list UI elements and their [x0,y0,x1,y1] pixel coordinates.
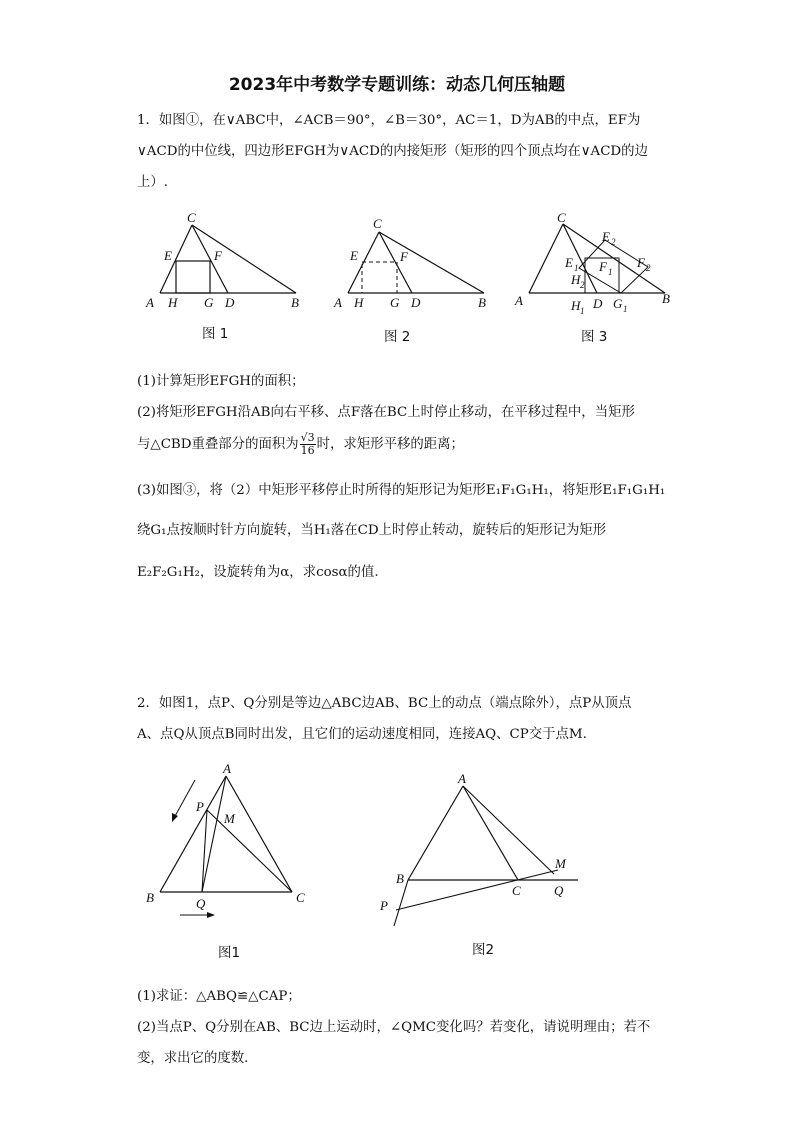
q2f1-segment-cp [207,810,292,892]
fig2-caption: 图 2 [384,329,411,345]
q1-part2-text-a: 与△CBD重叠部分的面积为 [137,437,299,452]
fig3-sub-h2: 2 [580,280,585,290]
fig1-side-cb [192,225,296,293]
fig3-label-h1: H [571,298,581,313]
fig3-side-ac [529,224,563,293]
fig3-label-d: D [593,296,603,311]
q2f1-label-c: C [296,890,305,905]
fig3-sub-h1: 1 [580,306,585,316]
fig1-label-b: B [291,295,299,310]
q1-stem-line2: ∨ACD的中位线，四边形EFGH为∨ACD的内接矩形（矩形的四个顶点均在∨ACD的边 [137,144,648,159]
q1-stem-line1: 1．如图①，在∨ABC中，∠ACB＝90°，∠B＝30°，AC＝1，D为AB的中点，EF为 [137,113,641,128]
q2-part1: (1)求证：△ABQ≌△CAP； [137,989,301,1004]
q2-stem-line1: 2．如图1，点P、Q分别是等边△ABC边AB、BC上的动点（端点除外），点P从顶点 [137,696,632,711]
fig1-label-a: A [146,295,154,310]
q1-part1: (1)计算矩形EFGH的面积； [137,374,305,389]
q1-part3-line1: (3)如图③，将（2）中矩形平移停止时所得的矩形记为矩形E₁F₁G₁H₁，将矩形E₁F₁G₁H₁ [137,483,666,498]
fig1-label-c: C [187,210,196,225]
fig3-label-c: C [557,210,566,225]
fig2-label-c: C [373,216,382,231]
q1-figure-3 [513,210,693,350]
q2f2-label-c: C [512,883,521,898]
q2-part2-line2: 变，求出它的度数. [137,1051,249,1066]
fraction-denominator: 16 [300,444,315,457]
q2-stem-line2: A、点Q从顶点B同时出发，且它们的运动速度相同，连接AQ、CP交于点M. [137,727,587,742]
fig2-label-g: G [390,295,400,310]
fig3-sub-f1: 1 [608,267,613,277]
q2f1-side-ac [226,776,292,892]
q2f2-segment-aq [463,786,554,874]
q2-part2-line1: (2)当点P、Q分别在AB、BC边上运动时，∠QMC变化吗？若变化，请说明理由；若不 [137,1020,651,1035]
fig3-label-g1: G [613,296,623,311]
q2f2-label-a: A [458,771,466,786]
q1-part3-line2: 绕G₁点按顺时针方向旋转，当H₁落在CD上时停止转动，旋转后的矩形记为矩形 [137,523,607,538]
fraction-numerator: √3 [300,431,315,444]
fig3-sub-e1: 1 [574,263,579,273]
q2f2-ab-extension [394,880,408,926]
fig1-label-e: E [164,248,172,263]
q2-figure-1 [140,758,340,968]
fig3-label-b: B [662,291,670,306]
q2-figure-2 [372,758,592,968]
fig3-label-h2: H [571,272,581,287]
q1-figure-2 [332,210,512,350]
fig2-label-h: H [354,295,364,310]
q1-figure-1 [140,210,320,350]
q1-part2-line2 [137,432,464,457]
q2f2-label-b: B [396,871,404,886]
fig3-caption: 图 3 [581,329,608,345]
q2f1-label-q: Q [196,896,206,911]
q2f1-motion-arrow-p [174,780,195,818]
arrow-head-icon [207,912,215,918]
fig3-sub-e2: 2 [611,237,616,247]
fig3-label-f2: F [637,255,645,270]
q1-part2-line1: (2)将矩形EFGH沿AB向右平移、点F落在BC上时停止移动，在平移过程中，当矩形 [137,405,635,420]
fig3-sub-g1: 1 [623,304,628,314]
q2-fig1-caption: 图1 [218,945,241,961]
fig2-label-e: E [350,248,358,263]
fig1-label-h: H [168,295,178,310]
q1-part3-line3: E₂F₂G₁H₂，设旋转角为α，求cosα的值. [137,565,379,580]
fig2-label-b: B [478,295,486,310]
fig3-label-a: A [515,293,523,308]
q2-fig2-caption: 图2 [472,942,495,958]
q2f2-side-ac [463,786,518,880]
q2f1-label-b: B [146,890,154,905]
page-title: 2023年中考数学专题训练：动态几何压轴题 [228,75,566,95]
q2f2-label-m: M [555,856,566,871]
fig1-caption: 图 1 [202,326,229,342]
q1-stem-line3: 上）. [137,175,169,190]
fig3-sub-f2: 2 [646,263,651,273]
fig3-label-e2: E [602,229,610,244]
fig2-label-f: F [400,249,408,264]
fig2-side-cb [379,232,484,293]
q2f2-segment-pcm [396,870,558,910]
q2f2-side-ab [408,786,463,880]
q1-part2-fraction [300,432,316,457]
fig2-label-d: D [411,295,421,310]
fig1-label-f: F [214,248,222,263]
fig2-rectangle-dashed [362,262,397,293]
fig3-label-e1: E [565,255,573,270]
q2f2-label-p: P [380,898,388,913]
fig1-rectangle-efgh [176,261,210,293]
fig1-label-d: D [225,295,235,310]
q2f1-label-p: P [196,799,204,814]
fig2-label-a: A [334,295,342,310]
q2f1-label-m: M [224,811,235,826]
arrow-head-icon [172,813,178,822]
fig3-label-f1: F [599,259,607,274]
q1-part2-text-b: 时，求矩形平移的距离； [316,437,464,452]
fig1-label-g: G [204,295,214,310]
q2f1-side-ab [160,776,226,892]
q2f2-label-q: Q [554,883,564,898]
q2f1-label-a: A [223,761,231,776]
